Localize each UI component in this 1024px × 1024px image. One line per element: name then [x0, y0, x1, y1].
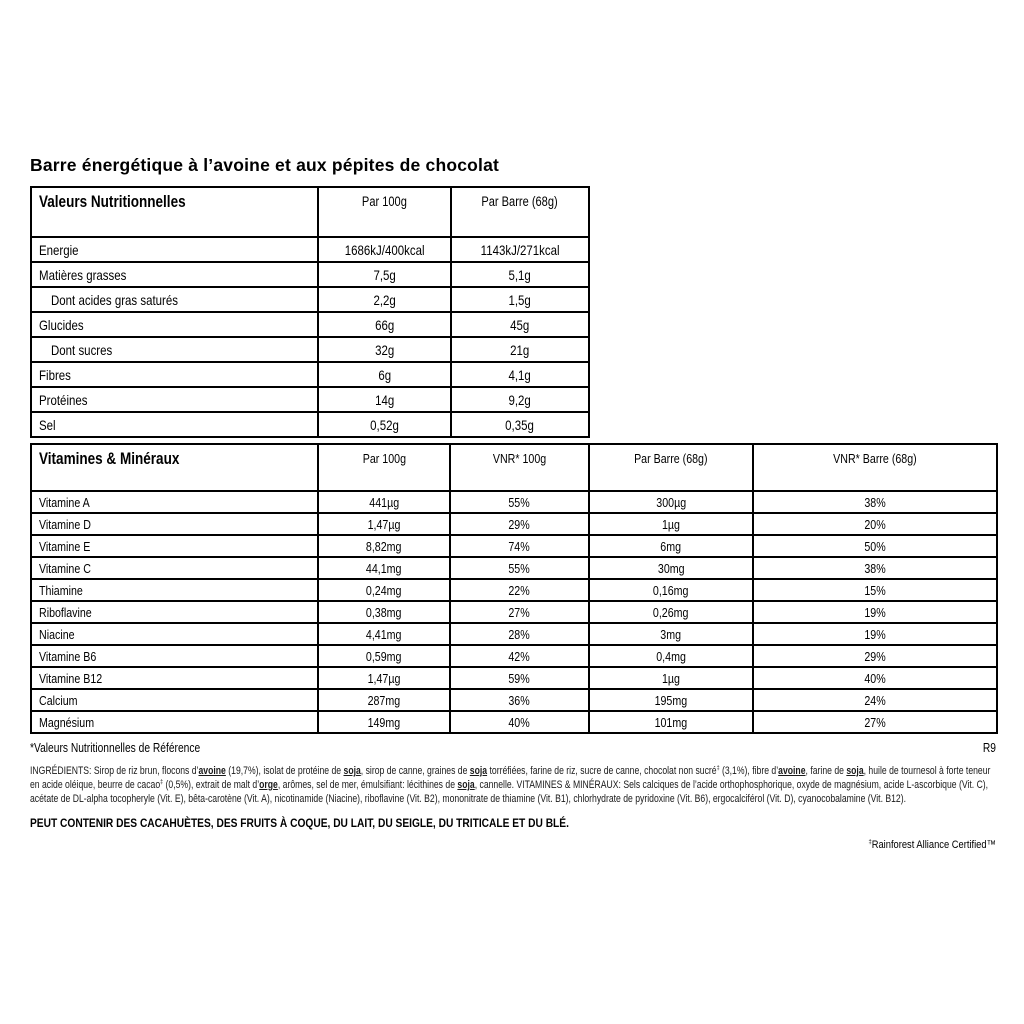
certification-text: Rainforest Alliance Certified™: [871, 839, 996, 851]
vnr-bar-value: 19%: [753, 601, 997, 623]
nutrition-table-row: [31, 312, 589, 337]
vitamin-name: Vitamine C: [31, 557, 318, 579]
per-100g-value: 2,2g: [318, 287, 451, 312]
per-100g-value: 32g: [318, 337, 451, 362]
nutrition-table-row: [31, 412, 589, 437]
vnr-100g-value: 55%: [450, 557, 589, 579]
vnr-100g-value: 59%: [450, 667, 589, 689]
nutrition-table-row: [31, 237, 589, 262]
vitamins-table-row: [31, 623, 997, 645]
per-bar-value: 4,1g: [451, 362, 589, 387]
vnr-bar-value: 38%: [753, 557, 997, 579]
vitamins-table-row: [31, 513, 997, 535]
nutrition-table-row: [31, 262, 589, 287]
vitamins-table-row: [31, 645, 997, 667]
per-100g-value: 1,47µg: [318, 667, 450, 689]
per-100g-value: 1686kJ/400kcal: [318, 237, 451, 262]
per-bar-value: 1µg: [589, 513, 753, 535]
per-bar-value: 21g: [451, 337, 589, 362]
footnote-row: [30, 741, 996, 755]
vitamins-table-row: [31, 601, 997, 623]
vitamins-table-row: [31, 535, 997, 557]
nutrient-name: Sel: [31, 412, 318, 437]
column-header-per-bar: Par Barre (68g): [589, 444, 753, 491]
nutrition-table-row: [31, 287, 589, 312]
vnr-bar-value: 24%: [753, 689, 997, 711]
per-bar-value: 30mg: [589, 557, 753, 579]
vitamins-table-row: [31, 667, 997, 689]
per-bar-value: 101mg: [589, 711, 753, 733]
per-bar-value: 6mg: [589, 535, 753, 557]
nutrition-table-header-row: [31, 187, 589, 237]
vnr-100g-value: 55%: [450, 491, 589, 513]
nutrition-table: [30, 186, 590, 438]
vnr-100g-value: 27%: [450, 601, 589, 623]
vitamin-name: Niacine: [31, 623, 318, 645]
vnr-100g-value: 42%: [450, 645, 589, 667]
vitamins-table-header-row: [31, 444, 997, 491]
allergen-warning: PEUT CONTENIR DES CACAHUÈTES, DES FRUITS À COQUE, DU LAIT, DU SEIGLE, DU TRITICALE ET DU BLÉ.: [30, 816, 569, 830]
per-100g-value: 0,59mg: [318, 645, 450, 667]
column-header-vnr-bar: VNR* Barre (68g): [753, 444, 997, 491]
vitamin-name: Thiamine: [31, 579, 318, 601]
nutrition-table-title: Valeurs Nutritionnelles: [31, 187, 318, 237]
per-bar-value: 5,1g: [451, 262, 589, 287]
vitamins-table-row: [31, 557, 997, 579]
nutrition-table-row: [31, 387, 589, 412]
per-100g-value: 4,41mg: [318, 623, 450, 645]
per-bar-value: 0,4mg: [589, 645, 753, 667]
per-bar-value: 1µg: [589, 667, 753, 689]
per-100g-value: 14g: [318, 387, 451, 412]
per-bar-value: 300µg: [589, 491, 753, 513]
vnr-reference-footnote: *Valeurs Nutritionnelles de Référence: [30, 741, 201, 755]
per-100g-value: 8,82mg: [318, 535, 450, 557]
vnr-bar-value: 27%: [753, 711, 997, 733]
per-100g-value: 66g: [318, 312, 451, 337]
vitamin-name: Vitamine B6: [31, 645, 318, 667]
column-header-per-bar: Par Barre (68g): [451, 187, 589, 237]
vnr-100g-value: 40%: [450, 711, 589, 733]
nutrient-name: Protéines: [31, 387, 318, 412]
vnr-bar-value: 29%: [753, 645, 997, 667]
per-bar-value: 9,2g: [451, 387, 589, 412]
per-bar-value: 3mg: [589, 623, 753, 645]
nutrient-name: Matières grasses: [31, 262, 318, 287]
vnr-100g-value: 36%: [450, 689, 589, 711]
vnr-100g-value: 22%: [450, 579, 589, 601]
nutrition-table-row: [31, 337, 589, 362]
vitamin-name: Vitamine D: [31, 513, 318, 535]
vitamins-table-row: [31, 579, 997, 601]
nutrient-name: Dont sucres: [31, 337, 318, 362]
vnr-bar-value: 38%: [753, 491, 997, 513]
per-bar-value: 0,35g: [451, 412, 589, 437]
vnr-bar-value: 20%: [753, 513, 997, 535]
vitamin-name: Vitamine A: [31, 491, 318, 513]
vnr-bar-value: 15%: [753, 579, 997, 601]
column-header-vnr-100g: VNR* 100g: [450, 444, 589, 491]
vnr-100g-value: 29%: [450, 513, 589, 535]
vitamin-name: Vitamine E: [31, 535, 318, 557]
vitamins-table-row: [31, 689, 997, 711]
per-100g-value: 1,47µg: [318, 513, 450, 535]
vnr-100g-value: 74%: [450, 535, 589, 557]
vitamin-name: Vitamine B12: [31, 667, 318, 689]
ingredients-paragraph: INGRÉDIENTS: Sirop de riz brun, flocons d’avoine (19,7%), isolat de protéine de soja, sirop de canne, graines de soja torréfiées, farine de riz, sucre de canne, chocolat non sucré‡ (3,1%), fibre d’avoine, farine de soja, huile de tournesol à forte teneur en acide oléique, beurre de cacao‡ (0,5%), extrait de malt d’orge, arômes, sel de mer, émulsifiant: lécithines de soja, cannelle. VITAMINES & MINÉRAUX: Sels calciques de l’acide orthophosphorique, oxyde de magnésium, acide L-ascorbique (Vit. C), acétate de DL-alpha tocopheryle (Vit. E), bêta-carotène (Vit. A), nicotinamide (Niacine), riboflavine (Vit. B2), mononitrate de thiamine (Vit. B1), chlorhydrate de pyridoxine (Vit. B6), ergocalciférol (Vit. D), cyanocobalamine (Vit. B12).: [30, 764, 991, 805]
vitamins-table-title: Vitamines & Minéraux: [31, 444, 318, 491]
per-bar-value: 1143kJ/271kcal: [451, 237, 589, 262]
per-100g-value: 6g: [318, 362, 451, 387]
nutrient-name: Glucides: [31, 312, 318, 337]
per-bar-value: 45g: [451, 312, 589, 337]
per-bar-value: 195mg: [589, 689, 753, 711]
certification-marker: ‡: [868, 838, 872, 846]
per-bar-value: 0,26mg: [589, 601, 753, 623]
per-100g-value: 0,52g: [318, 412, 451, 437]
version-code: R9: [982, 741, 996, 755]
vitamin-name: Magnésium: [31, 711, 318, 733]
per-100g-value: 44,1mg: [318, 557, 450, 579]
per-bar-value: 1,5g: [451, 287, 589, 312]
nutrient-name: Fibres: [31, 362, 318, 387]
per-100g-value: 7,5g: [318, 262, 451, 287]
nutrient-name: Dont acides gras saturés: [31, 287, 318, 312]
vitamins-table-row: [31, 711, 997, 733]
vitamins-minerals-table: [30, 443, 998, 734]
vitamin-name: Calcium: [31, 689, 318, 711]
column-header-per-100g: Par 100g: [318, 444, 450, 491]
vnr-bar-value: 19%: [753, 623, 997, 645]
product-title: Barre énergétique à l’avoine et aux pépites de chocolat: [30, 155, 500, 175]
per-100g-value: 149mg: [318, 711, 450, 733]
per-100g-value: 287mg: [318, 689, 450, 711]
per-100g-value: 0,38mg: [318, 601, 450, 623]
per-100g-value: 441µg: [318, 491, 450, 513]
per-bar-value: 0,16mg: [589, 579, 753, 601]
column-header-per-100g: Par 100g: [318, 187, 451, 237]
vnr-bar-value: 50%: [753, 535, 997, 557]
certification-note: [30, 839, 996, 851]
vnr-100g-value: 28%: [450, 623, 589, 645]
per-100g-value: 0,24mg: [318, 579, 450, 601]
nutrient-name: Energie: [31, 237, 318, 262]
nutrition-table-row: [31, 362, 589, 387]
vnr-bar-value: 40%: [753, 667, 997, 689]
vitamin-name: Riboflavine: [31, 601, 318, 623]
vitamins-table-row: [31, 491, 997, 513]
